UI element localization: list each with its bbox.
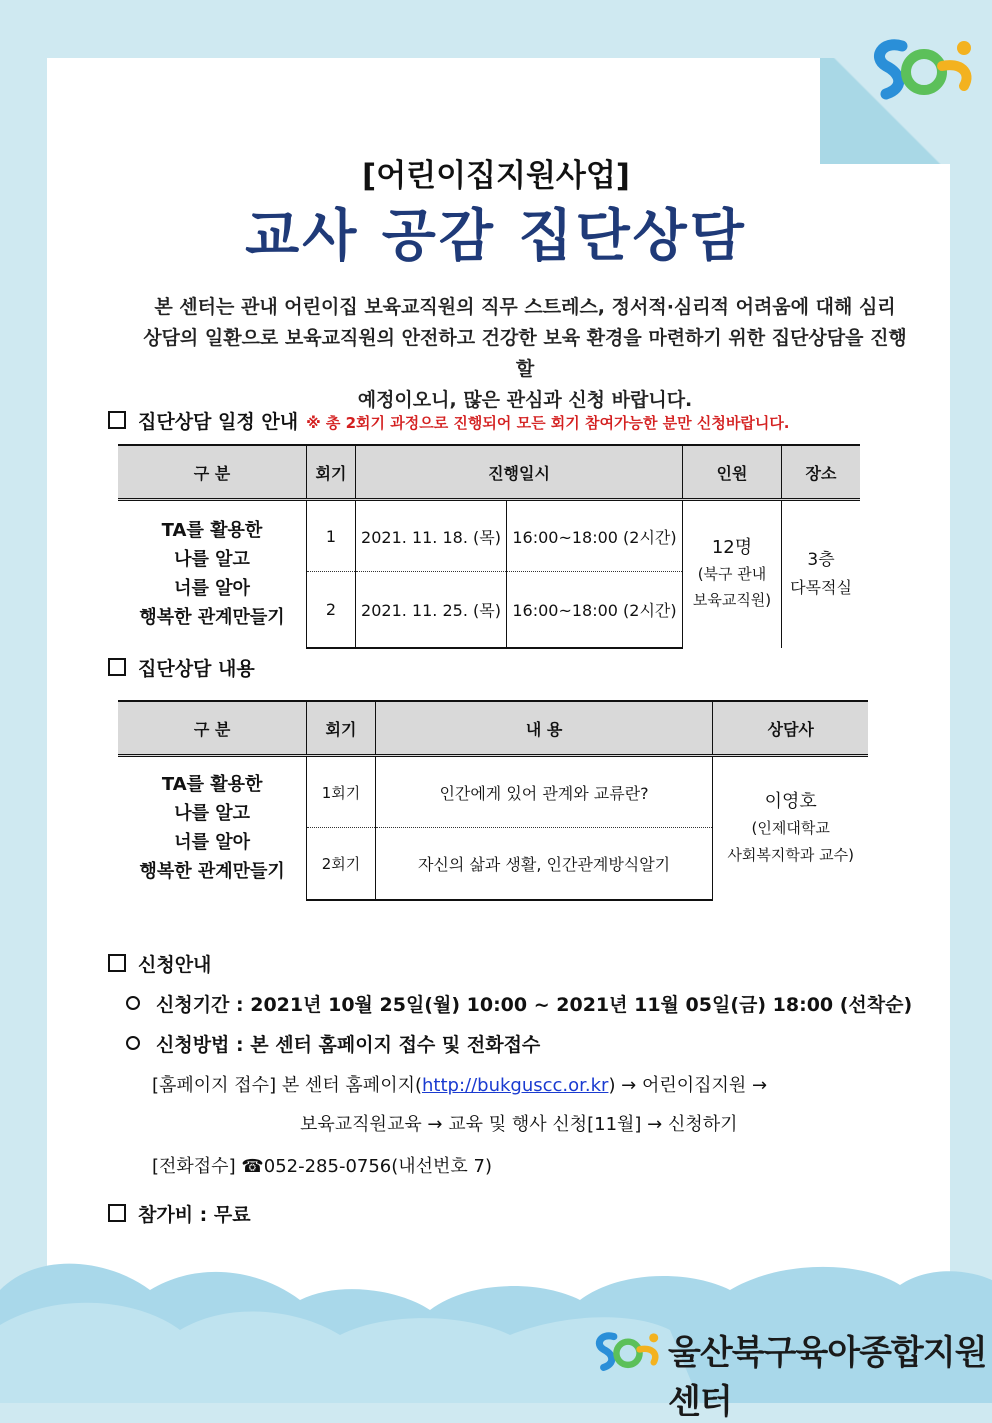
apply-method bbox=[126, 1030, 540, 1057]
apply-web-line2: 보육교직원교육 → 교육 및 행사 신청[11월] → 신청하기 bbox=[300, 1114, 738, 1135]
schedule-table bbox=[118, 444, 860, 649]
section-fee-heading bbox=[108, 1200, 251, 1227]
table-header-cell: 구 분 bbox=[118, 445, 307, 500]
bullet-circle-icon bbox=[126, 996, 140, 1010]
page-title: 교사 공감 집단상담 bbox=[245, 204, 747, 269]
program-name-cell bbox=[118, 756, 307, 900]
checkbox-square-icon bbox=[108, 954, 126, 972]
apply-web-suffix: ) → 어린이집지원 → bbox=[608, 1075, 768, 1096]
intro-line: 예정이오니, 많은 관심과 신청 바랍니다. bbox=[357, 389, 693, 411]
program-line: 나를 알고 bbox=[174, 549, 250, 571]
people-line: (북구 관내 bbox=[697, 565, 767, 584]
table-row bbox=[118, 500, 860, 572]
center-logo-icon bbox=[868, 36, 980, 104]
people-line: 보육교직원) bbox=[692, 591, 772, 610]
date-cell: 2021. 11. 18. (목) bbox=[356, 500, 507, 572]
content-cell: 인간에게 있어 관계와 교류란? bbox=[375, 756, 713, 828]
program-line: 너를 알아 bbox=[174, 832, 251, 854]
program-line: TA를 활용한 bbox=[161, 774, 263, 796]
program-line: 행복한 관계만들기 bbox=[139, 861, 285, 883]
footer-logo-icon bbox=[592, 1318, 664, 1386]
apply-phone: [전화접수] ☎052-285-0756(내선번호 7) bbox=[152, 1156, 493, 1177]
date-cell: 2021. 11. 25. (목) bbox=[356, 572, 507, 648]
table-header-cell: 인원 bbox=[683, 445, 782, 500]
counselor-line: 사회복지학과 교수) bbox=[727, 845, 854, 864]
place-cell bbox=[782, 500, 861, 648]
section-schedule-heading bbox=[108, 407, 790, 434]
time-cell: 16:00~18:00 (2시간) bbox=[507, 500, 683, 572]
content-cell: 자신의 삶과 생활, 인간관계방식알기 bbox=[375, 828, 713, 900]
apply-web-prefix: [홈페이지 접수] 본 센터 홈페이지( bbox=[152, 1075, 422, 1096]
section-apply-heading bbox=[108, 950, 211, 977]
counselor-cell bbox=[713, 756, 868, 900]
apply-method-text: 신청방법 : 본 센터 홈페이지 접수 및 전화접수 bbox=[156, 1034, 541, 1056]
program-line: TA를 활용한 bbox=[161, 520, 263, 542]
checkbox-square-icon bbox=[108, 411, 126, 429]
place-room: 다목적실 bbox=[790, 578, 852, 598]
program-name-cell bbox=[118, 500, 307, 648]
program-line: 너를 알아 bbox=[174, 578, 250, 600]
schedule-note: ※ 총 2회기 과정으로 진행되어 모든 회기 참여가능한 분만 신청바랍니다. bbox=[306, 414, 790, 432]
table-row bbox=[118, 756, 868, 828]
table-header-cell: 장소 bbox=[782, 445, 861, 500]
table-header-cell: 구 분 bbox=[118, 701, 307, 756]
intro-line: 본 센터는 관내 어린이집 보육교직원의 직무 스트레스, 정서적·심리적 어려움에 대해 심리 bbox=[154, 296, 896, 318]
checkbox-square-icon bbox=[108, 658, 126, 676]
intro-paragraph bbox=[140, 292, 910, 416]
section-heading-text: 집단상담 내용 bbox=[138, 658, 255, 680]
session-cell: 2회기 bbox=[307, 828, 375, 900]
session-cell: 1 bbox=[307, 500, 356, 572]
bullet-circle-icon bbox=[126, 1036, 140, 1050]
table-header-row bbox=[118, 701, 868, 756]
time-cell: 16:00~18:00 (2시간) bbox=[507, 572, 683, 648]
table-header-cell: 진행일시 bbox=[356, 445, 683, 500]
table-header-cell: 회기 bbox=[307, 445, 356, 500]
people-cell bbox=[683, 500, 782, 648]
page-subtitle: [어린이집지원사업] bbox=[362, 158, 630, 194]
section-heading-text: 신청안내 bbox=[138, 954, 212, 976]
intro-line: 상담의 일환으로 보육교직원의 안전하고 건강한 보육 환경을 마련하기 위한 집단상담을 진행할 bbox=[143, 327, 907, 380]
section-content-heading bbox=[108, 654, 255, 681]
program-line: 행복한 관계만들기 bbox=[139, 607, 285, 629]
apply-web-line bbox=[152, 1071, 767, 1097]
apply-period bbox=[126, 990, 912, 1017]
table-header-cell: 회기 bbox=[307, 701, 375, 756]
content-table bbox=[118, 700, 868, 901]
checkbox-square-icon bbox=[108, 1204, 126, 1222]
table-header-cell: 상담사 bbox=[713, 701, 868, 756]
program-line: 나를 알고 bbox=[174, 803, 251, 825]
footer-org-name: 울산북구육아종합지원센터 bbox=[668, 1333, 987, 1422]
table-header-cell: 내 용 bbox=[375, 701, 713, 756]
counselor-name: 이영호 bbox=[764, 790, 817, 812]
counselor-line: (인제대학교 bbox=[751, 818, 830, 837]
place-floor: 3층 bbox=[807, 550, 835, 571]
section-heading-text: 집단상담 일정 안내 bbox=[138, 411, 299, 433]
apply-period-text: 신청기간 : 2021년 10월 25일(월) 10:00 ~ 2021년 11월 05일(금) 18:00 (선착순) bbox=[156, 994, 913, 1016]
session-cell: 2 bbox=[307, 572, 356, 648]
people-count: 12명 bbox=[711, 537, 753, 559]
fee-text: 참가비 : 무료 bbox=[138, 1204, 251, 1226]
table-header-row bbox=[118, 445, 860, 500]
session-cell: 1회기 bbox=[307, 756, 375, 828]
homepage-link[interactable]: http://bukguscc.or.kr bbox=[422, 1075, 609, 1096]
